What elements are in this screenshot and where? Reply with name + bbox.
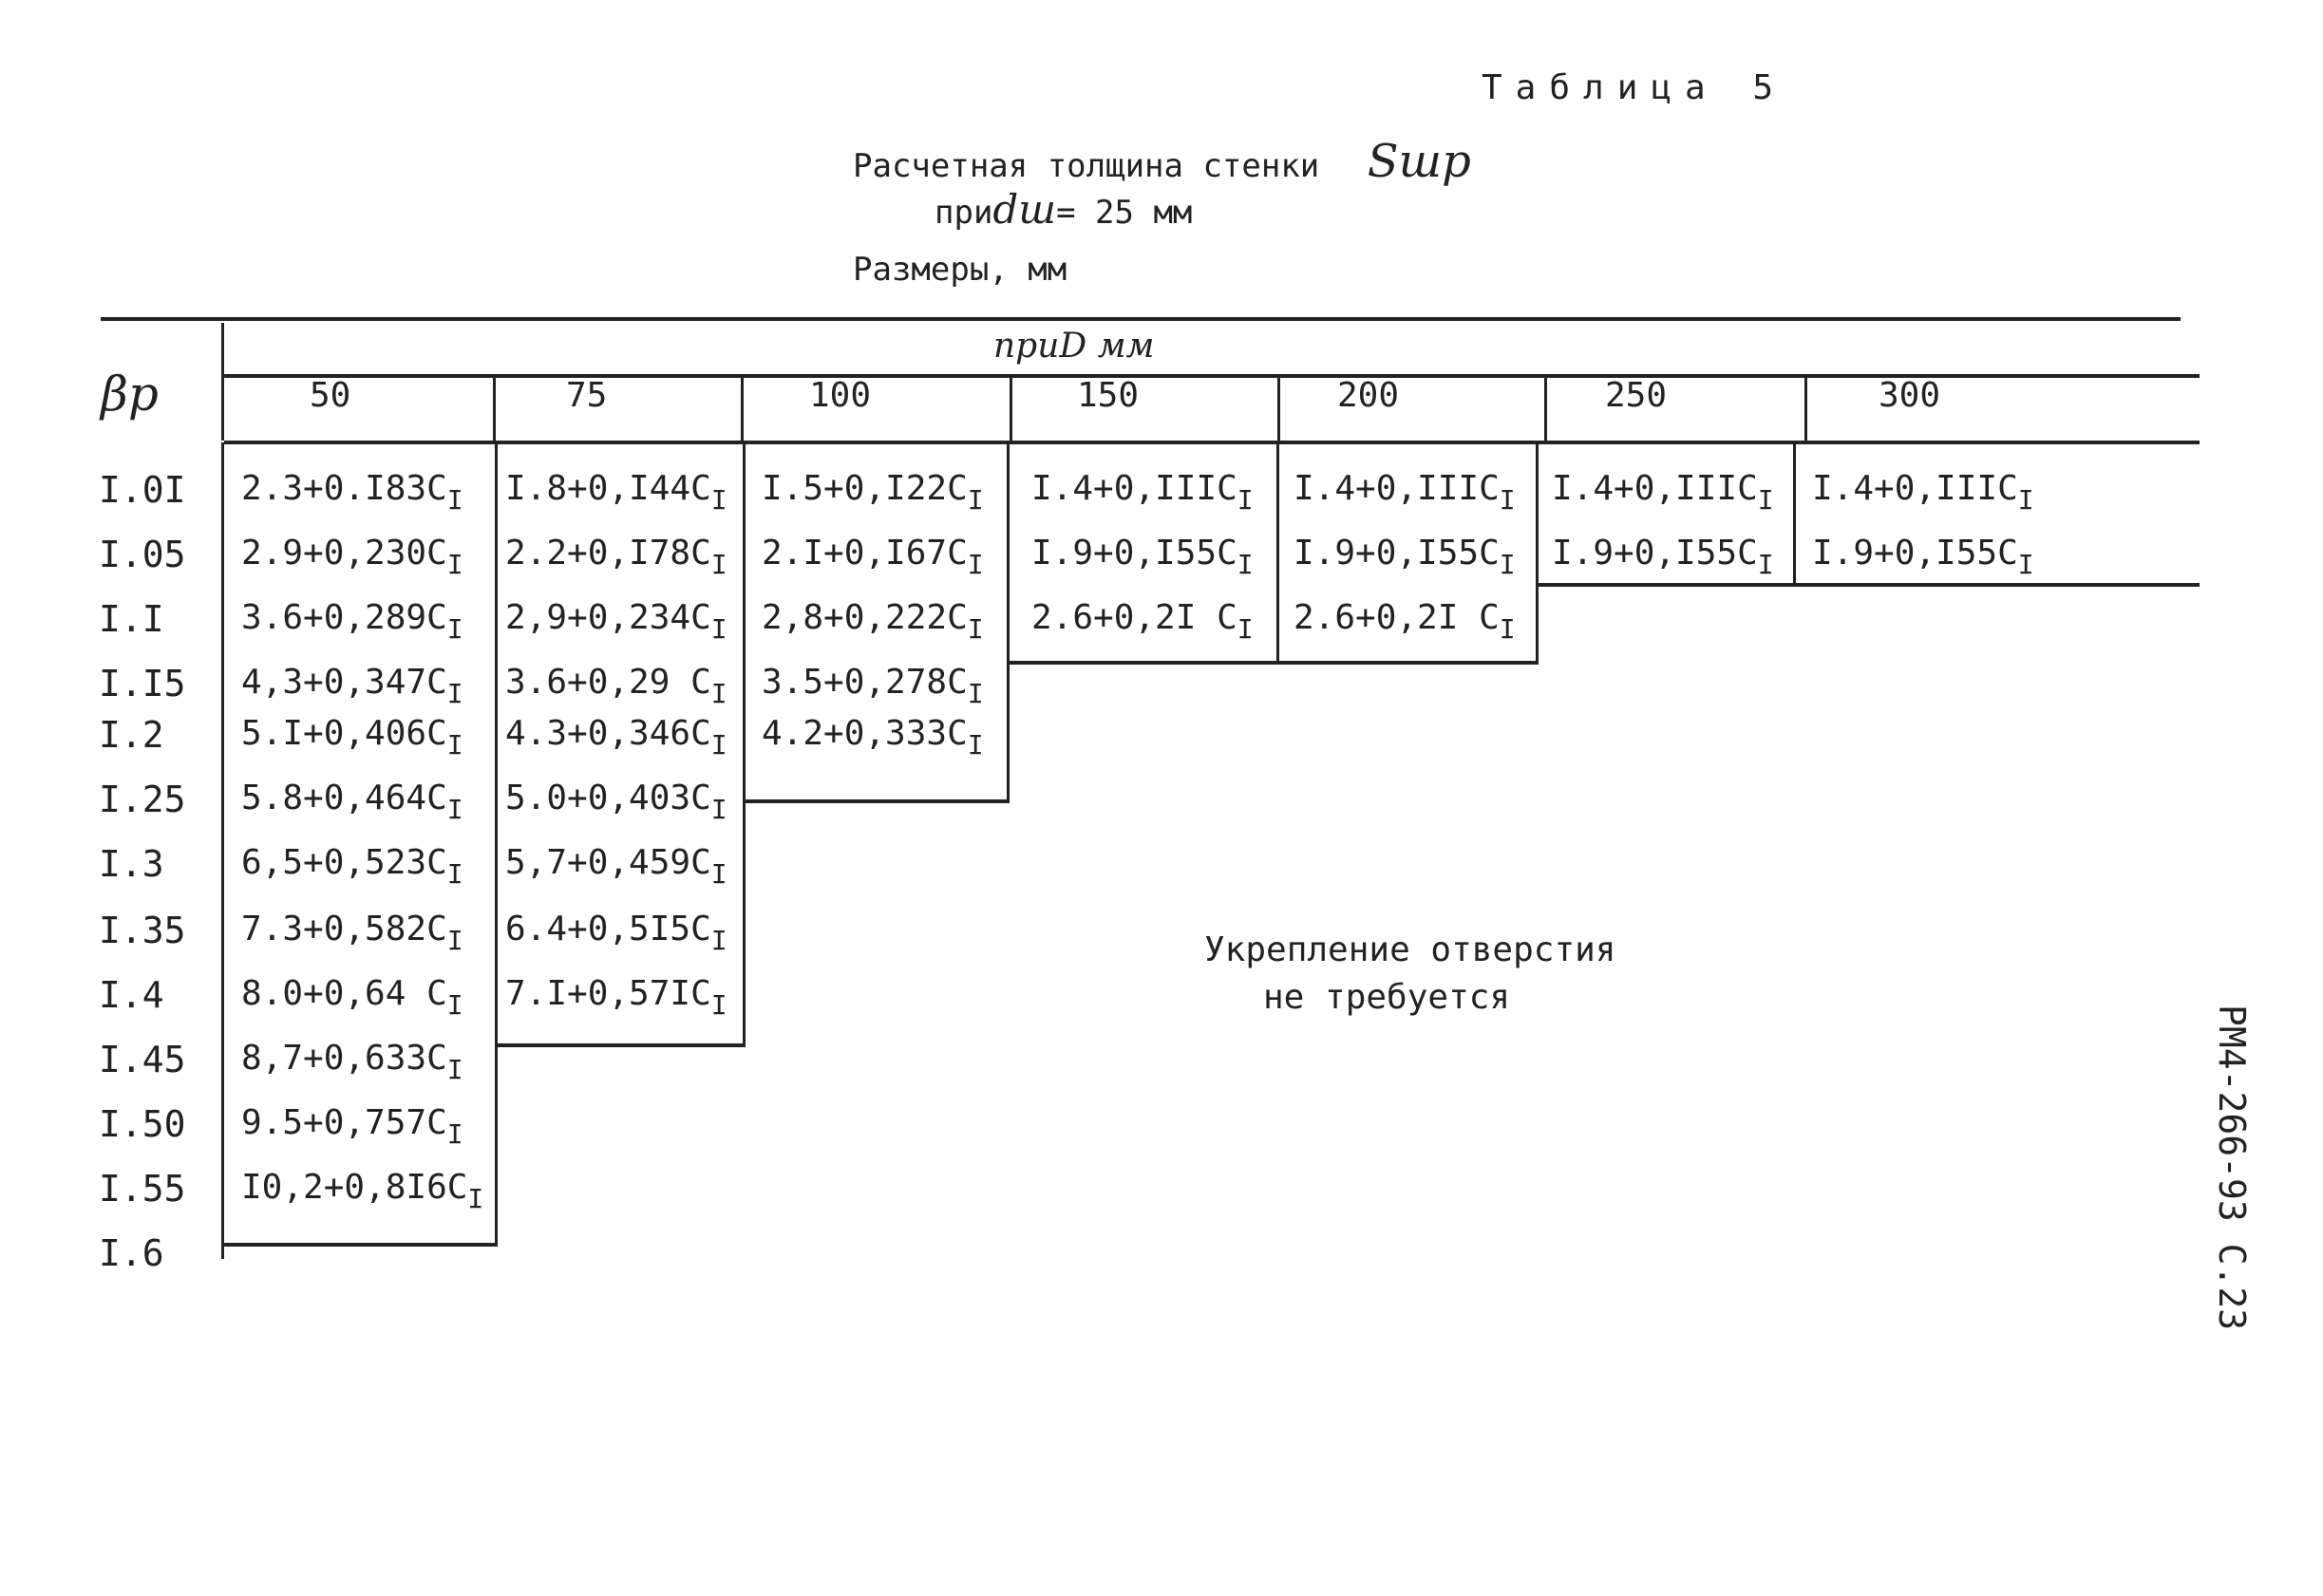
table-cell: $3.5+0,278C_I$ [762, 663, 984, 709]
table-cell: $2.2+0,I78C_I$ [505, 534, 727, 580]
table-cell: $I.9+0,I55C_I$ [1294, 534, 1516, 580]
table-cell: $4.2+0,333C_I$ [762, 714, 984, 760]
table-cell: $I.4+0,IIIC_I$ [1294, 469, 1516, 516]
row-label-separator [221, 323, 224, 441]
note-line2: не требуется [1263, 978, 1511, 1017]
row-label: I.50 [99, 1103, 186, 1145]
document-code-label: РМ4-266-93 С.23 [2211, 1005, 2253, 1331]
col-75-bottom [495, 1043, 746, 1047]
table-cell: $2.9+0,230C_I$ [241, 534, 463, 580]
col-sep [1544, 378, 1547, 442]
row-label: I.25 [99, 779, 186, 820]
col-header-75: 75 [566, 376, 608, 415]
col-50-right-border [495, 442, 498, 1246]
table-cell: $6,5+0,523C_I$ [241, 843, 463, 890]
col-sep [493, 378, 496, 442]
heading-line1 [853, 135, 1471, 188]
col-header-50: 50 [310, 376, 351, 415]
col-header-150: 150 [1077, 376, 1140, 415]
row-label: I.05 [99, 534, 186, 575]
col-sep [741, 378, 744, 442]
table-cell: 8.0+0,64 $C_I$ [241, 974, 463, 1021]
row-label: I.55 [99, 1168, 186, 1210]
col-75-right-border [743, 442, 746, 1046]
table-cell: 2.6+0,2I $C_I$ [1294, 598, 1516, 645]
table-cell: 3.6+0,29 $C_I$ [505, 663, 727, 709]
table-cell: $5,7+0,459C_I$ [505, 843, 727, 890]
col-200-right-border [1536, 442, 1539, 664]
col-100-right-border [1007, 442, 1010, 803]
table-cell: $I.9+0,I55C_I$ [1812, 534, 2034, 580]
heading-symbol: Sшр [1367, 135, 1471, 188]
col-150-200-bottom [1007, 661, 1539, 665]
units-note: Размеры, мм [853, 251, 1067, 289]
column-group-header: приD мм [993, 327, 1155, 366]
table-cell: $4.3+0,346C_I$ [505, 714, 727, 760]
col-sep [1010, 378, 1012, 442]
row-label: I.6 [99, 1232, 164, 1274]
table-cell: $I.4+0,IIIC_I$ [1812, 469, 2034, 516]
col-header-100: 100 [809, 376, 872, 415]
table-cell: $9.5+0,757C_I$ [241, 1103, 463, 1150]
table-cell: $2.I+0,I67C_I$ [762, 534, 984, 580]
table-cell: $4,3+0,347C_I$ [241, 663, 463, 709]
table-cell: $5.0+0,403C_I$ [505, 779, 727, 825]
row-label: I.4 [99, 974, 164, 1016]
table-cell: $5.8+0,464C_I$ [241, 779, 463, 825]
table-cell: $5.I+0,406C_I$ [241, 714, 463, 760]
col-150-right-border [1276, 442, 1279, 663]
table-cell: $7.I+0,57IC_I$ [505, 974, 727, 1021]
table-cell: $3.6+0,289C_I$ [241, 598, 463, 645]
col-250-300-bottom [1536, 583, 2200, 587]
col-header-200: 200 [1337, 376, 1400, 415]
col-100-bottom [743, 799, 1010, 803]
heading-d-symbol: dш [992, 186, 1057, 233]
row-label: I.0I [99, 469, 186, 511]
table-cell: $I.5+0,I22C_I$ [762, 469, 984, 516]
table-cell: 2.6+0,2I $C_I$ [1031, 598, 1254, 645]
table-cell: $I.4+0,IIIC_I$ [1552, 469, 1774, 516]
heading-line2 [935, 186, 1192, 233]
col-sep [1804, 378, 1807, 442]
heading-text: Расчетная толщина стенки [853, 147, 1320, 185]
col-sep [1277, 378, 1280, 442]
row-label-separator-lower [221, 442, 224, 1259]
row-label: I.35 [99, 910, 186, 951]
table-cell: $6.4+0,5I5C_I$ [505, 910, 727, 956]
heading-prefix: при [935, 194, 993, 232]
row-label: I.I [99, 598, 164, 640]
col-250-right-border [1793, 442, 1796, 587]
table-cell: $7.3+0,582C_I$ [241, 910, 463, 956]
row-label: I.3 [99, 843, 164, 885]
table-cell: $2.3+0.I83C_I$ [241, 469, 463, 516]
heading-suffix: = 25 мм [1056, 194, 1193, 232]
row-label: I.2 [99, 714, 164, 756]
table-cell: $I.4+0,IIIC_I$ [1031, 469, 1254, 516]
table-title: Таблица 5 [1482, 68, 1787, 107]
header-bottom-rule [224, 441, 2200, 444]
table-cell: $2,8+0,222C_I$ [762, 598, 984, 645]
row-header-beta: βр [101, 366, 159, 422]
col-50-bottom [224, 1243, 498, 1247]
col-header-250: 250 [1605, 376, 1668, 415]
table-cell: $2,9+0,234C_I$ [505, 598, 727, 645]
table-cell: $I0,2+0,8I6C_I$ [241, 1168, 484, 1214]
row-label: I.I5 [99, 663, 186, 704]
table-top-rule [101, 317, 2181, 321]
table-cell: $I.8+0,I44C_I$ [505, 469, 727, 516]
table-cell: $8,7+0,633C_I$ [241, 1039, 463, 1085]
row-label: I.45 [99, 1039, 186, 1080]
col-header-300: 300 [1879, 376, 1941, 415]
note-line1: Укрепление отверстия [1204, 930, 1616, 969]
table-cell: $I.9+0,I55C_I$ [1552, 534, 1774, 580]
table-cell: $I.9+0,I55C_I$ [1031, 534, 1254, 580]
